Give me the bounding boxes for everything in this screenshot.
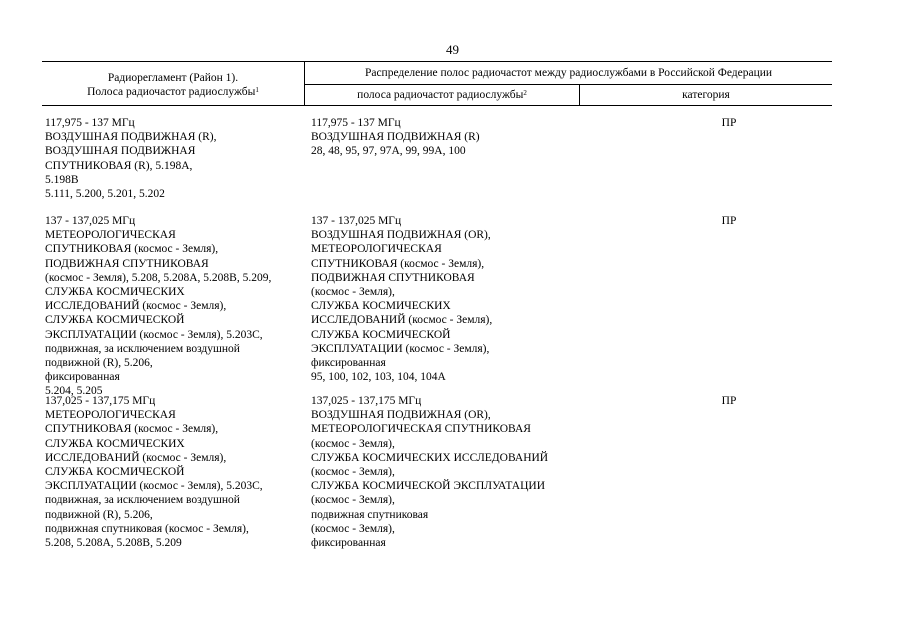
page-number: 49	[446, 42, 459, 57]
text-line: МЕТЕОРОЛОГИЧЕСКАЯ СПУТНИКОВАЯ	[311, 423, 531, 436]
text-line: ПОДВИЖНАЯ СПУТНИКОВАЯ	[45, 257, 209, 270]
text-line: СЛУЖБА КОСМИЧЕСКОЙ	[311, 328, 451, 341]
text-line: СПУТНИКОВАЯ (космос - Земля),	[311, 257, 485, 270]
text-line: СПУТНИКОВАЯ (космос - Земля),	[45, 243, 219, 256]
text-line: СЛУЖБА КОСМИЧЕСКОЙ	[45, 466, 185, 479]
row-right-cell	[311, 116, 581, 159]
text-line: ВОЗДУШНАЯ ПОДВИЖНАЯ (R)	[311, 131, 480, 144]
text-line: ПОДВИЖНАЯ СПУТНИКОВАЯ	[311, 271, 475, 284]
text-line: подвижная, за исключением воздушной	[45, 342, 240, 355]
text-line: 137,025 - 137,175 МГц	[311, 395, 422, 407]
text-line: 5.111, 5.200, 5.201, 5.202	[45, 188, 165, 201]
text-line: СЛУЖБА КОСМИЧЕСКИХ	[45, 286, 185, 299]
text-line: ВОЗДУШНАЯ ПОДВИЖНАЯ (OR),	[311, 229, 491, 242]
header-band-label	[305, 85, 580, 106]
text-line: 117,975 - 137 МГц	[45, 117, 135, 129]
table-header	[42, 61, 832, 106]
text-line: (космос - Земля),	[311, 466, 395, 479]
text-line: МЕТЕОРОЛОГИЧЕСКАЯ	[311, 243, 442, 256]
text-line: 5.204, 5.205	[45, 385, 103, 398]
header-band-label-text: полоса радиочастот радиослужбы	[357, 89, 524, 101]
text-line: ВОЗДУШНАЯ ПОДВИЖНАЯ	[45, 145, 196, 158]
footnote-1-sup: 1	[255, 85, 259, 94]
text-line: МЕТЕОРОЛОГИЧЕСКАЯ	[45, 409, 176, 422]
text-line: СЛУЖБА КОСМИЧЕСКИХ	[45, 437, 185, 450]
text-line: СЛУЖБА КОСМИЧЕСКОЙ	[45, 314, 185, 327]
text-line: подвижная, за исключением воздушной	[45, 494, 240, 507]
text-line: ИССЛЕДОВАНИЙ (космос - Земля),	[45, 451, 227, 464]
text-line: подвижная спутниковая (космос - Земля),	[45, 522, 249, 535]
text-line: СПУТНИКОВАЯ (космос - Земля),	[45, 423, 219, 436]
text-line: 5.208, 5.208A, 5.208B, 5.209	[45, 537, 182, 550]
text-line: (космос - Земля),	[311, 437, 395, 450]
row-right-cell	[311, 394, 581, 550]
text-line: ИССЛЕДОВАНИЙ (космос - Земля),	[311, 314, 493, 327]
header-right-title: Распределение полос радиочастот между радиослужбами в Российской Федерации	[305, 62, 833, 85]
text-line: 137 - 137,025 МГц	[45, 215, 136, 227]
text-line: ЭКСПЛУАТАЦИИ (космос - Земля),	[311, 342, 490, 355]
text-line: подвижной (R), 5.206,	[45, 357, 153, 370]
row-left-cell	[45, 116, 307, 201]
footnote-2-sup: 2	[523, 89, 527, 97]
header-left-line1: Радиорегламент (Район 1).	[107, 71, 239, 84]
text-line: МЕТЕОРОЛОГИЧЕСКАЯ	[45, 229, 176, 242]
text-line: ЭКСПЛУАТАЦИИ (космос - Земля), 5.203C,	[45, 480, 263, 493]
text-line: 28, 48, 95, 97, 97A, 99, 99A, 100	[311, 145, 466, 158]
text-line: 95, 100, 102, 103, 104, 104A	[311, 371, 446, 384]
text-line: ИССЛЕДОВАНИЙ (космос - Земля),	[45, 300, 227, 313]
text-line: (космос - Земля),	[311, 522, 395, 535]
text-line: ВОЗДУШНАЯ ПОДВИЖНАЯ (OR),	[311, 409, 491, 422]
text-line: СЛУЖБА КОСМИЧЕСКИХ	[311, 300, 451, 313]
text-line: (космос - Земля),	[311, 286, 395, 299]
header-left-cell	[42, 62, 305, 106]
text-line: 5.198B	[45, 173, 79, 186]
row-right-cell	[311, 214, 581, 384]
text-line: подвижная спутниковая	[311, 508, 429, 521]
header-left-line2	[42, 85, 304, 99]
row-category: ПР	[721, 117, 737, 129]
text-line: (космос - Земля), 5.208, 5.208A, 5.208B, 5.209,	[45, 271, 272, 284]
text-line: СЛУЖБА КОСМИЧЕСКОЙ ЭКСПЛУАТАЦИИ	[311, 480, 545, 493]
text-line: фиксированная	[311, 357, 386, 370]
text-line: ЭКСПЛУАТАЦИИ (космос - Земля), 5.203C,	[45, 328, 263, 341]
text-line: 137,025 - 137,175 МГц	[45, 395, 156, 407]
text-line: фиксированная	[311, 537, 386, 550]
text-line: СЛУЖБА КОСМИЧЕСКИХ ИССЛЕДОВАНИЙ	[311, 451, 549, 464]
text-line: фиксированная	[45, 371, 120, 384]
row-category: ПР	[721, 395, 737, 407]
text-line: ВОЗДУШНАЯ ПОДВИЖНАЯ (R),	[45, 131, 217, 144]
text-line: 137 - 137,025 МГц	[311, 215, 402, 227]
row-left-cell	[45, 214, 307, 399]
header-left-line2-text: Полоса радиочастот радиослужбы	[87, 85, 256, 98]
row-left-cell	[45, 394, 307, 550]
row-category: ПР	[721, 215, 737, 227]
text-line: СПУТНИКОВАЯ (R), 5.198A,	[45, 159, 193, 172]
header-category-label: категория	[580, 85, 833, 106]
text-line: (космос - Земля),	[311, 494, 395, 507]
text-line: 117,975 - 137 МГц	[311, 117, 401, 129]
text-line: подвижной (R), 5.206,	[45, 508, 153, 521]
